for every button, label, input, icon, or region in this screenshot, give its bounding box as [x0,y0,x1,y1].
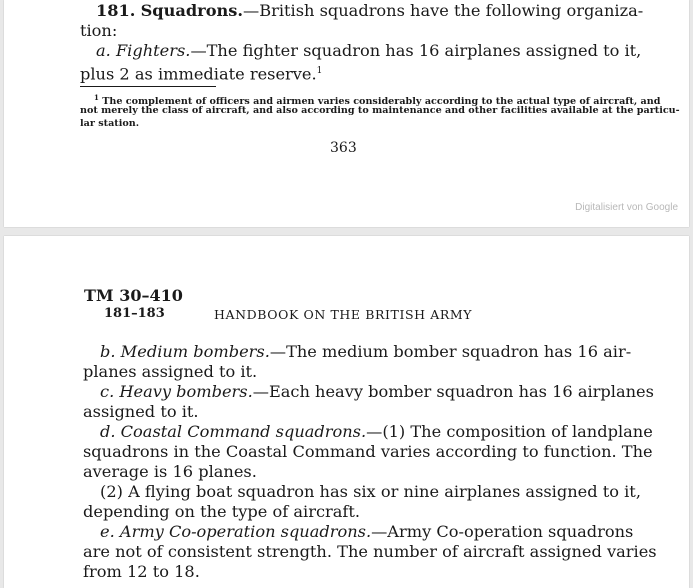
subparagraph-d-line1 [100,422,653,442]
footnote-text: The complement of officers and airmen varies considerably according to the actual type of aircraft, and [102,96,661,108]
subparagraph-title: Medium bombers. [120,342,270,361]
subparagraph-text: —(1) The composition of landplane [366,422,653,441]
header-manual-number: TM 30–410 [84,286,183,305]
page-number: 363 [330,140,357,156]
subparagraph-a-line1 [96,41,641,61]
subparagraph-label: c. [100,382,115,401]
footnote-line-3: lar station. [80,118,140,129]
header-title: HANDBOOK ON THE BRITISH ARMY [214,307,473,322]
paragraph-title: Squadrons. [140,1,244,20]
subparagraph-label: a. [96,41,111,60]
subparagraph-d2-line2: depending on the type of aircraft. [83,502,361,521]
subparagraph-label: b. [100,342,116,361]
footnote-reference: 1 [316,66,323,76]
subparagraph-title: Fighters. [115,41,191,60]
subparagraph-text: —Each heavy bomber squadron has 16 airplanes [252,382,654,401]
subparagraph-text: —The fighter squadron has 16 airplanes assigned to it, [190,41,642,60]
subparagraph-e-line2: are not of consistent strength. The number of aircraft assigned varies [83,542,657,561]
paragraph-text: —British squadrons have the following organiza- [243,1,644,20]
paragraph-181-heading-line [96,1,643,21]
footnote-marker: 1 [94,93,99,102]
subparagraph-title: Coastal Command squadrons. [120,422,367,441]
footnote-line-2: not merely the class of aircraft, and also according to maintenance and other facilities available at the particu- [80,105,680,116]
subparagraph-c-line1 [100,382,654,402]
scanned-page-364 [4,236,689,588]
subparagraph-label: d. [100,422,116,441]
paragraph-181-continuation: tion: [80,21,118,40]
subparagraph-d-line3: average is 16 planes. [83,462,257,481]
paragraph-number: 181. [96,1,136,20]
subparagraph-c-line2: assigned to it. [83,402,199,421]
subparagraph-label: e. [100,522,115,541]
subparagraph-e-line3: from 12 to 18. [83,562,200,581]
subparagraph-a-line2 [80,61,322,84]
header-paragraph-range: 181–183 [104,306,165,321]
subparagraph-title: Army Co-operation squadrons. [119,522,372,541]
subparagraph-b-line2: planes assigned to it. [83,362,258,381]
subparagraph-b-line1 [100,342,631,362]
subparagraph-d-line2: squadrons in the Coastal Command varies according to function. The [83,442,653,461]
subparagraph-text: —Army Co-operation squadrons [371,522,634,541]
subparagraph-text: —The medium bomber squadron has 16 air- [269,342,632,361]
subparagraph-e-line1 [100,522,633,542]
subparagraph-d2-line1: (2) A flying boat squadron has six or nine airplanes assigned to it, [100,482,641,501]
subparagraph-continuation: plus 2 as immediate reserve. [80,64,317,84]
footnote-divider [80,86,216,87]
digitization-watermark: Digitalisiert von Google [575,202,678,213]
scanned-page-363 [4,0,689,227]
subparagraph-title: Heavy bombers. [119,382,253,401]
